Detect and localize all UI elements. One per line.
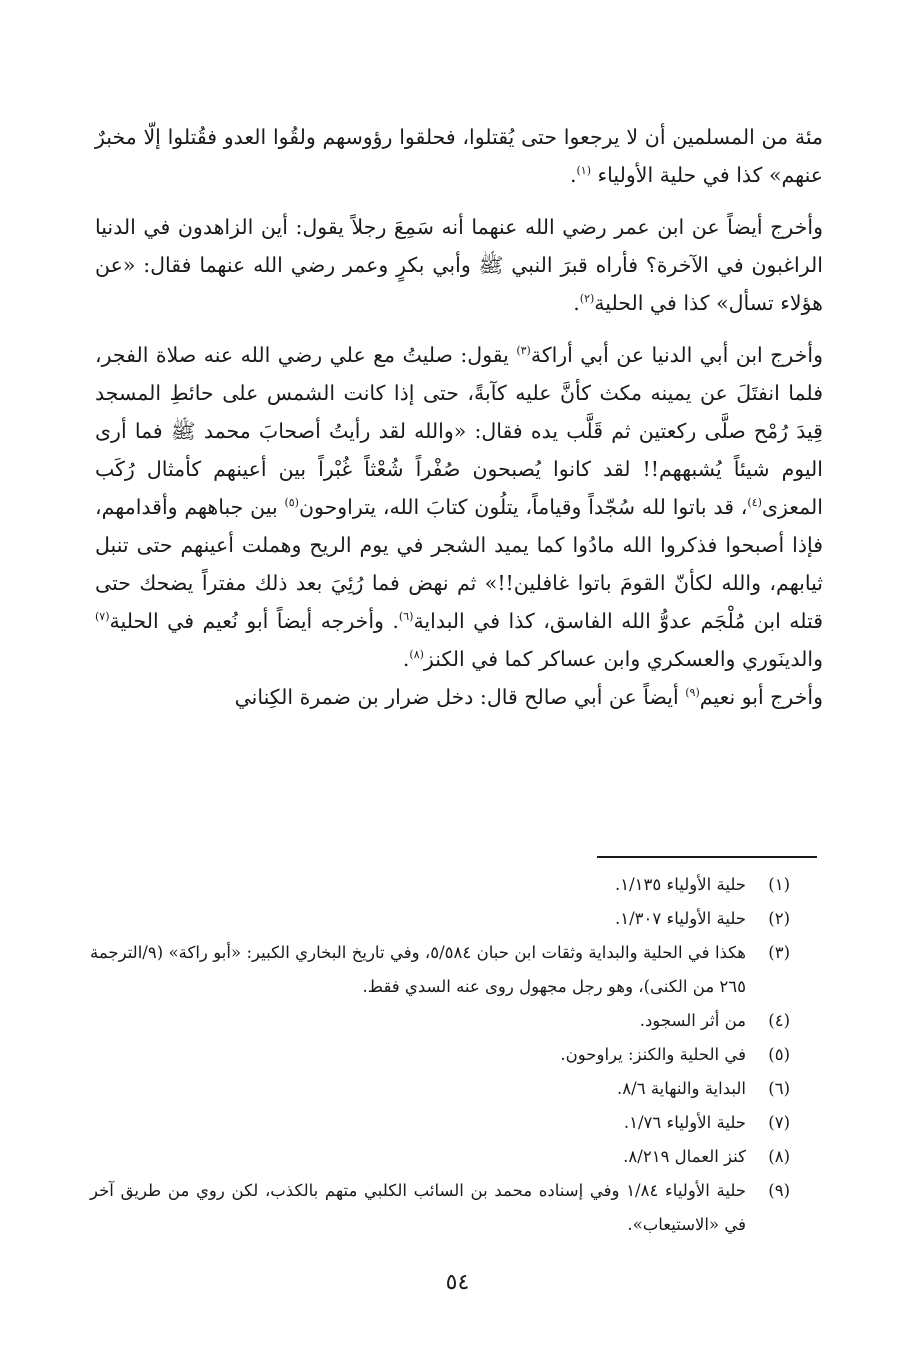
paragraph-text: . وأخرجه أيضاً أبو نُعيم في الحلية: [109, 609, 399, 633]
paragraph-text: وأخرج ابن أبي الدنيا عن أبي أراكة: [530, 343, 823, 367]
footnote-text: كنز العمال ٨/٢١٩.: [623, 1147, 746, 1166]
footnote-ref: (٨): [409, 648, 424, 662]
main-text: [95, 118, 823, 716]
footnote-number: (٤): [768, 1011, 790, 1030]
paragraph-text: أيضاً عن أبي صالح قال: دخل ضرار بن ضمرة الكِناني: [234, 685, 686, 709]
footnote: [90, 1072, 790, 1106]
footnotes: [90, 868, 790, 1242]
footnote-ref: (٦): [398, 610, 414, 624]
footnote-ref: (٤): [747, 496, 762, 510]
footnote-number: (٧): [768, 1113, 790, 1132]
punctuation: .: [569, 163, 577, 187]
footnote-ref: (٧): [95, 610, 110, 624]
footnote: [90, 1174, 790, 1242]
paragraph-4: [95, 678, 823, 716]
footnote-number: (٦): [768, 1079, 790, 1098]
footnote: [90, 868, 790, 902]
footnote-text: حلية الأولياء ١/٣٠٧.: [615, 909, 746, 928]
footnote: [90, 1106, 790, 1140]
footnote-ref: (٥): [284, 496, 299, 510]
footnote: [90, 1004, 790, 1038]
footnote-text: حلية الأولياء ١/٨٤ وفي إسناده محمد بن السائب الكلبي متهم بالكذب، لكن روي من طريق آخر في «الاستيعاب».: [90, 1181, 746, 1234]
footnote-text: حلية الأولياء ١/٧٦.: [623, 1113, 746, 1132]
footnote-ref: (٢): [579, 292, 595, 306]
footnote-number: (٩): [768, 1181, 790, 1200]
paragraph-2: [95, 208, 823, 322]
footnote-text: هكذا في الحلية والبداية وثقات ابن حبان ٥/٥٨٤، وفي تاريخ البخاري الكبير: «أبو راكة» (٩/الترجمة ٢٦٥ من الكنى)، وهو رجل مجهول روى عنه السدي فقط.: [90, 943, 746, 996]
footnote: [90, 902, 790, 936]
footnote: [90, 936, 790, 1004]
footnote-number: (٢): [768, 909, 790, 928]
paragraph-text: مئة من المسلمين أن لا يرجعوا حتى يُقتلوا، فحلقوا رؤوسهم ولقُوا العدو فقُتلوا إلّا مخبرٌ عنهم» كذا في حلية الأولياء: [95, 125, 823, 187]
paragraph-1: [95, 118, 823, 194]
paragraph-text: وأخرج أيضاً عن ابن عمر رضي الله عنهما أنه سَمِعَ رجلاً يقول: أين الزاهدون في الدنيا الراغبون في الآخرة؟ فأراه قبرَ النبي ﷺ وأبي بكرٍ وعمر رضي الله عنهما فقال: «عن هؤلاء تسأل» كذا في الحلية: [95, 215, 823, 315]
paragraph-text: وأخرج أبو نعيم: [699, 685, 823, 709]
footnote-separator: [597, 856, 817, 858]
paragraph-text: ، قد باتوا لله سُجّداً وقياماً، يتلُون كتابَ الله، يتراوحون: [298, 495, 748, 519]
footnote-ref: (١): [576, 164, 591, 178]
page-number: ٥٤: [445, 1270, 470, 1295]
punctuation: .: [573, 291, 580, 315]
paragraph-text: يقول: صليتُ مع علي رضي الله عنه صلاة الفجر، فلما انفتَلَ عن يمينه مكث كأنَّ عليه كآبةً، حتى إذا كانت الشمس على حائطِ المسجد قِيدَ رُمْح صلَّى ركعتين ثم قَلَّب يده فقال: «والله لقد رأيتُ أصحابَ محمد ﷺ فما أرى اليوم شيئاً يُشبههم!! لقد كانوا يُصبحون صُفْراً شُعْثاً غُبْراً بين أعينهم كأمثال رُكَب المعزى: [95, 343, 823, 519]
footnote-ref: (٩): [685, 686, 700, 700]
footnote: [90, 1140, 790, 1174]
footnote-text: حلية الأولياء ١/١٣٥.: [615, 875, 746, 894]
paragraph-3: [95, 336, 823, 678]
paragraph-text: والدينَوري والعسكري وابن عساكر كما في الكنز: [423, 647, 823, 671]
footnote-number: (٨): [768, 1147, 790, 1166]
paragraph-text: بين جباههم وأقدامهم، فإذا أصبحوا فذكروا الله مادُوا كما يميد الشجر في يوم الريح وهملت أعينهم حتى تنبل ثيابهم، والله لكأنّ القومَ باتوا غافلين!!» ثم نهض فما رُئِيَ بعد ذلك مفتراً يضحك حتى قتله ابن مُلْجَم عدوُّ الله الفاسق، كذا في البداية: [95, 495, 823, 633]
footnote-text: في الحلية والكنز: يراوحون.: [560, 1045, 746, 1064]
footnote-number: (٣): [768, 943, 790, 962]
footnote-text: من أثر السجود.: [639, 1011, 746, 1030]
footnote: [90, 1038, 790, 1072]
footnote-text: البداية والنهاية ٨/٦.: [617, 1079, 746, 1098]
footnote-ref: (٣): [516, 344, 531, 358]
footnote-number: (١): [768, 875, 790, 894]
punctuation: .: [402, 647, 410, 671]
footnote-number: (٥): [768, 1045, 790, 1064]
